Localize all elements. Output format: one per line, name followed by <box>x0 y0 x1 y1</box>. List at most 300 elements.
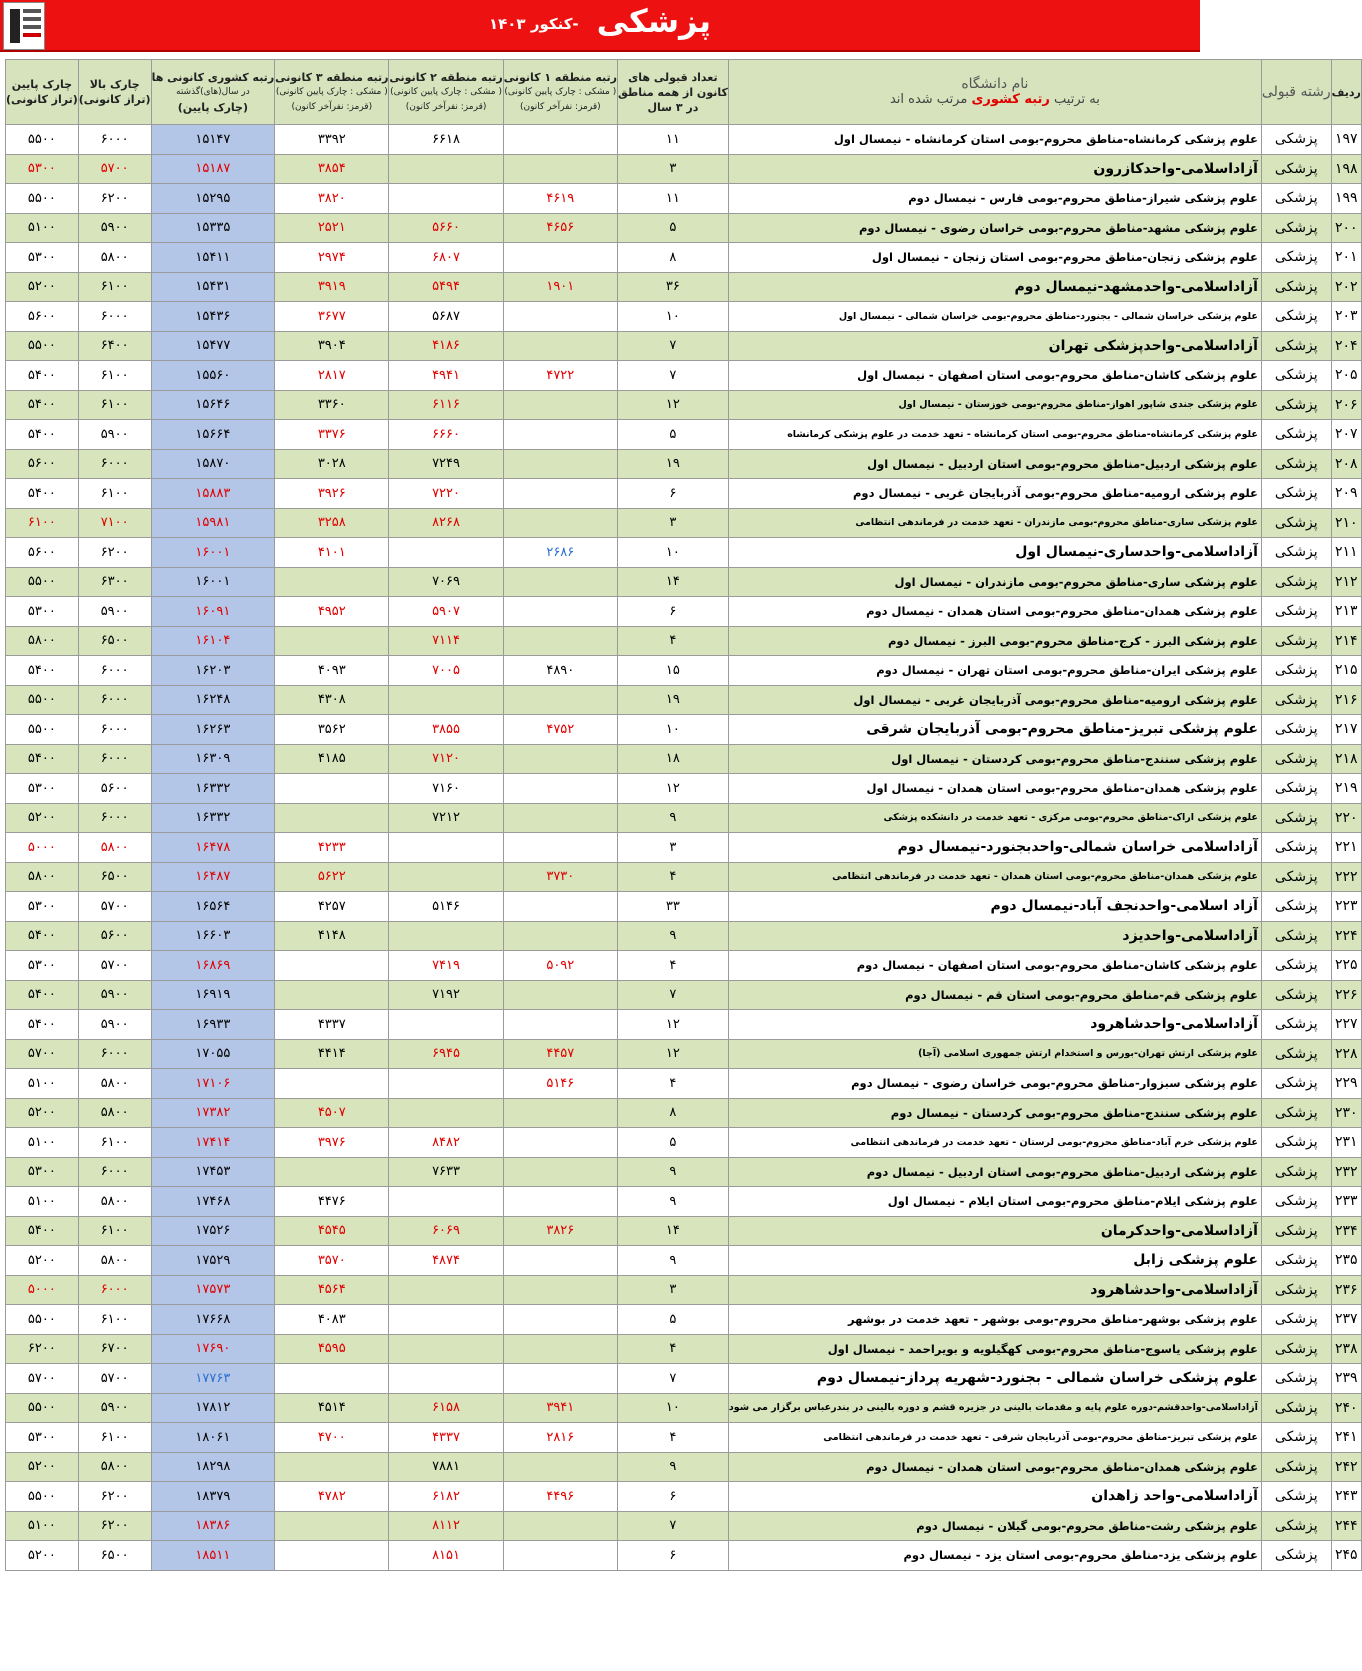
region3-rank-cell: ۴۳۰۸ <box>275 685 389 715</box>
region3-rank-cell: ۴۱۸۵ <box>275 744 389 774</box>
region1-rank-cell <box>503 125 617 155</box>
region2-rank-cell <box>389 1334 503 1364</box>
major-cell: پزشکی <box>1261 715 1331 745</box>
acceptance-count-cell: ۵ <box>617 420 728 450</box>
table-row <box>6 980 1362 1010</box>
lower-quartile-cell: ۵۴۰۰ <box>6 921 79 951</box>
acceptance-count-cell: ۶ <box>617 1541 728 1571</box>
acceptance-count-cell: ۴ <box>617 1423 728 1453</box>
upper-quartile-cell: ۶۱۰۰ <box>78 1423 151 1453</box>
acceptance-count-cell: ۳۳ <box>617 892 728 922</box>
region1-rank-cell <box>503 1157 617 1187</box>
major-cell: پزشکی <box>1261 862 1331 892</box>
region3-rank-cell: ۴۲۵۷ <box>275 892 389 922</box>
major-cell: پزشکی <box>1261 892 1331 922</box>
national-rank-cell: ۱۵۹۸۱ <box>151 508 275 538</box>
row-number: ۲۱۴ <box>1331 626 1361 656</box>
major-cell: پزشکی <box>1261 331 1331 361</box>
row-number: ۲۳۶ <box>1331 1275 1361 1305</box>
region1-rank-cell <box>503 1452 617 1482</box>
upper-quartile-cell: ۶۰۰۰ <box>78 656 151 686</box>
table-row <box>6 1334 1362 1364</box>
major-cell: پزشکی <box>1261 1010 1331 1040</box>
region1-rank-cell: ۱۹۰۱ <box>503 272 617 302</box>
lower-quartile-cell: ۵۴۰۰ <box>6 656 79 686</box>
national-rank-cell: ۱۶۰۹۱ <box>151 597 275 627</box>
university-cell: علوم پزشکی زابل <box>728 1246 1261 1276</box>
national-rank-cell: ۱۶۳۳۲ <box>151 803 275 833</box>
region2-rank-cell: ۷۶۳۳ <box>389 1157 503 1187</box>
national-rank-cell: ۱۶۴۸۷ <box>151 862 275 892</box>
upper-quartile-cell: ۶۵۰۰ <box>78 626 151 656</box>
upper-quartile-cell: ۵۶۰۰ <box>78 774 151 804</box>
upper-quartile-cell: ۵۹۰۰ <box>78 597 151 627</box>
upper-quartile-cell: ۶۱۰۰ <box>78 1216 151 1246</box>
major-cell: پزشکی <box>1261 833 1331 863</box>
upper-quartile-cell: ۶۲۰۰ <box>78 1482 151 1512</box>
region2-rank-cell: ۸۱۱۲ <box>389 1511 503 1541</box>
national-rank-cell: ۱۶۳۳۲ <box>151 774 275 804</box>
major-cell: پزشکی <box>1261 567 1331 597</box>
region2-rank-cell: ۶۱۵۸ <box>389 1393 503 1423</box>
lower-quartile-cell: ۵۰۰۰ <box>6 1275 79 1305</box>
table-row <box>6 1364 1362 1394</box>
university-cell: علوم پزشکی ایلام-مناطق محروم-بومی استان ایلام - نیمسال اول <box>728 1187 1261 1217</box>
major-cell: پزشکی <box>1261 1511 1331 1541</box>
lower-quartile-cell: ۵۱۰۰ <box>6 1187 79 1217</box>
table-row <box>6 243 1362 273</box>
region2-rank-cell: ۳۸۵۵ <box>389 715 503 745</box>
region2-rank-cell <box>389 1275 503 1305</box>
row-number: ۲۳۷ <box>1331 1305 1361 1335</box>
acceptance-count-cell: ۱۲ <box>617 1039 728 1069</box>
university-cell: علوم پزشکی اردبیل-مناطق محروم-بومی استان اردبیل - نیمسال دوم <box>728 1157 1261 1187</box>
region2-rank-cell: ۷۲۲۰ <box>389 479 503 509</box>
lower-quartile-cell: ۵۷۰۰ <box>6 1039 79 1069</box>
region2-rank-cell <box>389 1187 503 1217</box>
major-cell: پزشکی <box>1261 1305 1331 1335</box>
region1-rank-cell: ۴۶۱۹ <box>503 184 617 214</box>
acceptance-count-cell: ۴ <box>617 626 728 656</box>
table-row <box>6 626 1362 656</box>
national-rank-cell: ۱۵۶۶۴ <box>151 420 275 450</box>
page-subtitle: -کنکور ۱۴۰۳ <box>488 15 579 33</box>
major-cell: پزشکی <box>1261 1157 1331 1187</box>
university-cell: علوم پزشکی همدان-مناطق محروم-بومی استان همدان - نیمسال دوم <box>728 597 1261 627</box>
region3-rank-cell: ۳۹۲۶ <box>275 479 389 509</box>
national-rank-cell: ۱۸۲۹۸ <box>151 1452 275 1482</box>
region1-rank-cell <box>503 1305 617 1335</box>
table-row <box>6 361 1362 391</box>
table-row <box>6 803 1362 833</box>
region3-rank-cell <box>275 1511 389 1541</box>
national-rank-cell: ۱۶۳۰۹ <box>151 744 275 774</box>
row-number: ۲۰۴ <box>1331 331 1361 361</box>
upper-quartile-cell: ۶۰۰۰ <box>78 302 151 332</box>
acceptance-count-cell: ۱۱ <box>617 184 728 214</box>
major-cell: پزشکی <box>1261 1393 1331 1423</box>
upper-quartile-cell: ۵۷۰۰ <box>78 951 151 981</box>
row-number: ۲۴۵ <box>1331 1541 1361 1571</box>
row-number: ۲۰۷ <box>1331 420 1361 450</box>
national-rank-cell: ۱۶۸۶۹ <box>151 951 275 981</box>
major-cell: پزشکی <box>1261 656 1331 686</box>
lower-quartile-cell: ۵۱۰۰ <box>6 1511 79 1541</box>
region1-rank-cell: ۲۸۱۶ <box>503 1423 617 1453</box>
table-row <box>6 1216 1362 1246</box>
lower-quartile-cell: ۵۳۰۰ <box>6 774 79 804</box>
major-cell: پزشکی <box>1261 125 1331 155</box>
upper-quartile-cell: ۵۸۰۰ <box>78 243 151 273</box>
major-cell: پزشکی <box>1261 508 1331 538</box>
region3-rank-cell <box>275 1541 389 1571</box>
upper-quartile-cell: ۵۹۰۰ <box>78 1010 151 1040</box>
major-cell: پزشکی <box>1261 390 1331 420</box>
university-cell: علوم پزشکی تبریز-مناطق محروم-بومی آذربایجان شرقی - تعهد خدمت در فرماندهی انتظامی <box>728 1423 1261 1453</box>
acceptance-count-cell: ۵ <box>617 1128 728 1158</box>
major-cell: پزشکی <box>1261 597 1331 627</box>
university-cell: علوم پزشکی قم-مناطق محروم-بومی استان قم - نیمسال دوم <box>728 980 1261 1010</box>
university-cell: علوم پزشکی اردبیل-مناطق محروم-بومی استان اردبیل - نیمسال اول <box>728 449 1261 479</box>
region3-rank-cell: ۲۹۷۴ <box>275 243 389 273</box>
table-row <box>6 921 1362 951</box>
lower-quartile-cell: ۵۸۰۰ <box>6 862 79 892</box>
university-cell: آزاداسلامی-واحد زاهدان <box>728 1482 1261 1512</box>
region3-rank-cell: ۴۵۶۴ <box>275 1275 389 1305</box>
major-cell: پزشکی <box>1261 213 1331 243</box>
region1-rank-cell: ۲۶۸۶ <box>503 538 617 568</box>
national-rank-cell: ۱۶۱۰۴ <box>151 626 275 656</box>
region3-rank-cell <box>275 803 389 833</box>
university-cell: آزاداسلامی-واحدشاهرود <box>728 1010 1261 1040</box>
university-cell: علوم پزشکی همدان-مناطق محروم-بومی استان همدان - نیمسال دوم <box>728 1452 1261 1482</box>
university-cell: علوم پزشکی مشهد-مناطق محروم-بومی خراسان رضوی - نیمسال دوم <box>728 213 1261 243</box>
row-number: ۲۴۰ <box>1331 1393 1361 1423</box>
acceptance-count-cell: ۹ <box>617 1157 728 1187</box>
row-number: ۲۳۰ <box>1331 1098 1361 1128</box>
major-cell: پزشکی <box>1261 1246 1331 1276</box>
col-header-region3: رتبه منطقه ۳ کانونی ( مشکی : چارک پایین کانونی) (قرمز: نفرآخر کانون) <box>275 60 389 125</box>
row-number: ۲۳۳ <box>1331 1187 1361 1217</box>
acceptance-count-cell: ۷ <box>617 331 728 361</box>
lower-quartile-cell: ۵۴۰۰ <box>6 361 79 391</box>
university-cell: آزاد اسلامی-واحدنجف آباد-نیمسال دوم <box>728 892 1261 922</box>
national-rank-cell: ۱۷۳۸۲ <box>151 1098 275 1128</box>
region2-rank-cell <box>389 1364 503 1394</box>
national-rank-cell: ۱۶۹۱۹ <box>151 980 275 1010</box>
lower-quartile-cell: ۵۵۰۰ <box>6 567 79 597</box>
region2-rank-cell: ۵۴۹۴ <box>389 272 503 302</box>
region2-rank-cell: ۶۱۱۶ <box>389 390 503 420</box>
upper-quartile-cell: ۵۸۰۰ <box>78 1187 151 1217</box>
col-header-count: تعداد قبولی های کانون از همه مناطق در ۳ سال <box>617 60 728 125</box>
region3-rank-cell <box>275 1364 389 1394</box>
row-number: ۲۱۹ <box>1331 774 1361 804</box>
upper-quartile-cell: ۶۲۰۰ <box>78 184 151 214</box>
acceptance-count-cell: ۶ <box>617 597 728 627</box>
col-header-university: نام دانشگاه به ترتیب رتبه کشوری مرتب شده اند <box>728 60 1261 125</box>
national-rank-cell: ۱۷۴۶۸ <box>151 1187 275 1217</box>
major-cell: پزشکی <box>1261 1187 1331 1217</box>
region3-rank-cell: ۴۰۸۳ <box>275 1305 389 1335</box>
col-header-upper-quartile: چارک بالا (تراز کانونی) <box>78 60 151 125</box>
region3-rank-cell: ۳۸۵۴ <box>275 154 389 184</box>
region1-rank-cell <box>503 744 617 774</box>
acceptance-count-cell: ۴ <box>617 1069 728 1099</box>
region3-rank-cell: ۴۵۴۵ <box>275 1216 389 1246</box>
row-number: ۲۱۲ <box>1331 567 1361 597</box>
region2-rank-cell: ۷۰۶۹ <box>389 567 503 597</box>
national-rank-cell: ۱۷۷۶۳ <box>151 1364 275 1394</box>
row-number: ۲۲۲ <box>1331 862 1361 892</box>
major-cell: پزشکی <box>1261 1364 1331 1394</box>
major-cell: پزشکی <box>1261 449 1331 479</box>
university-cell: آزاداسلامی-واحدساری-نیمسال اول <box>728 538 1261 568</box>
region1-rank-cell <box>503 803 617 833</box>
acceptance-count-cell: ۳ <box>617 508 728 538</box>
major-cell: پزشکی <box>1261 272 1331 302</box>
region2-rank-cell <box>389 538 503 568</box>
upper-quartile-cell: ۵۷۰۰ <box>78 892 151 922</box>
row-number: ۲۳۲ <box>1331 1157 1361 1187</box>
region3-rank-cell: ۳۸۲۰ <box>275 184 389 214</box>
region1-rank-cell: ۳۷۳۰ <box>503 862 617 892</box>
upper-quartile-cell: ۵۸۰۰ <box>78 1069 151 1099</box>
lower-quartile-cell: ۵۳۰۰ <box>6 951 79 981</box>
region2-rank-cell: ۸۴۸۲ <box>389 1128 503 1158</box>
lower-quartile-cell: ۵۲۰۰ <box>6 1098 79 1128</box>
acceptance-count-cell: ۶ <box>617 479 728 509</box>
region3-rank-cell: ۴۷۰۰ <box>275 1423 389 1453</box>
region1-rank-cell <box>503 774 617 804</box>
upper-quartile-cell: ۵۹۰۰ <box>78 980 151 1010</box>
region2-rank-cell: ۴۱۸۶ <box>389 331 503 361</box>
lower-quartile-cell: ۵۰۰۰ <box>6 833 79 863</box>
region2-rank-cell: ۷۱۶۰ <box>389 774 503 804</box>
region1-rank-cell: ۴۶۵۶ <box>503 213 617 243</box>
national-rank-cell: ۱۶۲۰۳ <box>151 656 275 686</box>
lower-quartile-cell: ۵۵۰۰ <box>6 1305 79 1335</box>
national-rank-cell: ۱۶۲۴۸ <box>151 685 275 715</box>
acceptance-count-cell: ۹ <box>617 1452 728 1482</box>
page-title: پزشکی <box>596 2 712 40</box>
major-cell: پزشکی <box>1261 154 1331 184</box>
region2-rank-cell: ۷۸۸۱ <box>389 1452 503 1482</box>
region3-rank-cell: ۴۰۹۳ <box>275 656 389 686</box>
region2-rank-cell: ۵۹۰۷ <box>389 597 503 627</box>
row-number: ۲۴۲ <box>1331 1452 1361 1482</box>
region2-rank-cell <box>389 1098 503 1128</box>
row-number: ۲۱۸ <box>1331 744 1361 774</box>
national-rank-cell: ۱۸۳۸۶ <box>151 1511 275 1541</box>
region2-rank-cell: ۸۱۵۱ <box>389 1541 503 1571</box>
upper-quartile-cell: ۶۵۰۰ <box>78 1541 151 1571</box>
table-row <box>6 862 1362 892</box>
upper-quartile-cell: ۶۲۰۰ <box>78 538 151 568</box>
acceptance-count-cell: ۱۲ <box>617 774 728 804</box>
table-row <box>6 597 1362 627</box>
major-cell: پزشکی <box>1261 774 1331 804</box>
region2-rank-cell: ۷۱۱۴ <box>389 626 503 656</box>
university-cell: علوم پزشکی کاشان-مناطق محروم-بومی استان اصفهان - نیمسال دوم <box>728 951 1261 981</box>
table-row <box>6 1393 1362 1423</box>
upper-quartile-cell: ۶۷۰۰ <box>78 1334 151 1364</box>
national-rank-cell: ۱۶۰۰۱ <box>151 567 275 597</box>
region3-rank-cell: ۴۹۵۲ <box>275 597 389 627</box>
acceptance-count-cell: ۱۵ <box>617 656 728 686</box>
row-number: ۲۴۴ <box>1331 1511 1361 1541</box>
national-rank-cell: ۱۶۴۷۸ <box>151 833 275 863</box>
acceptance-count-cell: ۱۸ <box>617 744 728 774</box>
upper-quartile-cell: ۵۹۰۰ <box>78 213 151 243</box>
acceptance-count-cell: ۱۰ <box>617 1393 728 1423</box>
national-rank-cell: ۱۵۱۸۷ <box>151 154 275 184</box>
lower-quartile-cell: ۵۶۰۰ <box>6 538 79 568</box>
university-cell: علوم پزشکی کرمانشاه-مناطق محروم-بومی استان کرمانشاه - نیمسال اول <box>728 125 1261 155</box>
table-row <box>6 184 1362 214</box>
acceptance-count-cell: ۶ <box>617 1482 728 1512</box>
university-cell: علوم پزشکی جندی شاپور اهواز-مناطق محروم-بومی خوزستان - نیمسال اول <box>728 390 1261 420</box>
row-number: ۲۰۱ <box>1331 243 1361 273</box>
major-cell: پزشکی <box>1261 1216 1331 1246</box>
table-row <box>6 567 1362 597</box>
national-rank-cell: ۱۵۴۳۱ <box>151 272 275 302</box>
region1-rank-cell <box>503 1098 617 1128</box>
major-cell: پزشکی <box>1261 921 1331 951</box>
national-rank-cell: ۱۸۳۷۹ <box>151 1482 275 1512</box>
acceptance-count-cell: ۷ <box>617 361 728 391</box>
row-number: ۲۰۳ <box>1331 302 1361 332</box>
lower-quartile-cell: ۵۳۰۰ <box>6 243 79 273</box>
acceptance-count-cell: ۱۲ <box>617 390 728 420</box>
university-cell: آزاداسلامی-واحدشاهرود <box>728 1275 1261 1305</box>
lower-quartile-cell: ۵۵۰۰ <box>6 715 79 745</box>
region3-rank-cell: ۴۵۱۴ <box>275 1393 389 1423</box>
region1-rank-cell <box>503 980 617 1010</box>
acceptance-count-cell: ۱۱ <box>617 125 728 155</box>
col-header-national-rank: رتبه کشوری کانونی ها در سال(های)گذشته (چارک پایین) <box>151 60 275 125</box>
region1-rank-cell <box>503 626 617 656</box>
row-number: ۲۱۶ <box>1331 685 1361 715</box>
national-rank-cell: ۱۷۴۵۳ <box>151 1157 275 1187</box>
row-number: ۲۳۵ <box>1331 1246 1361 1276</box>
university-cell: علوم پزشکی سنندج-مناطق محروم-بومی کردستان - نیمسال دوم <box>728 1098 1261 1128</box>
national-rank-cell: ۱۵۴۷۷ <box>151 331 275 361</box>
region2-rank-cell <box>389 1305 503 1335</box>
upper-quartile-cell: ۶۲۰۰ <box>78 1511 151 1541</box>
row-number: ۲۳۹ <box>1331 1364 1361 1394</box>
upper-quartile-cell: ۶۰۰۰ <box>78 744 151 774</box>
acceptance-count-cell: ۵ <box>617 1305 728 1335</box>
region2-rank-cell: ۷۴۱۹ <box>389 951 503 981</box>
row-number: ۲۱۵ <box>1331 656 1361 686</box>
major-cell: پزشکی <box>1261 1098 1331 1128</box>
col-header-lower-quartile: چارک پایین (تراز کانونی) <box>6 60 79 125</box>
acceptance-count-cell: ۸ <box>617 243 728 273</box>
row-number: ۱۹۸ <box>1331 154 1361 184</box>
university-cell: آزاداسلامی-واحدپزشکی تهران <box>728 331 1261 361</box>
lower-quartile-cell: ۵۱۰۰ <box>6 1128 79 1158</box>
region3-rank-cell <box>275 951 389 981</box>
major-cell: پزشکی <box>1261 420 1331 450</box>
region3-rank-cell <box>275 1069 389 1099</box>
national-rank-cell: ۱۷۸۱۲ <box>151 1393 275 1423</box>
major-cell: پزشکی <box>1261 302 1331 332</box>
table-row <box>6 1541 1362 1571</box>
region1-rank-cell <box>503 331 617 361</box>
region3-rank-cell: ۳۹۱۹ <box>275 272 389 302</box>
major-cell: پزشکی <box>1261 1423 1331 1453</box>
table-row <box>6 951 1362 981</box>
upper-quartile-cell: ۵۸۰۰ <box>78 833 151 863</box>
national-rank-cell: ۱۷۵۲۶ <box>151 1216 275 1246</box>
region3-rank-cell <box>275 626 389 656</box>
university-cell: علوم پزشکی ساری-مناطق محروم-بومی مازندران - تعهد خدمت در فرماندهی انتظامی <box>728 508 1261 538</box>
region3-rank-cell: ۴۱۰۱ <box>275 538 389 568</box>
lower-quartile-cell: ۵۱۰۰ <box>6 1069 79 1099</box>
university-cell: آزاداسلامی-واحدمشهد-نیمسال دوم <box>728 272 1261 302</box>
table-row <box>6 1128 1362 1158</box>
university-cell: علوم پزشکی تبریز-مناطق محروم-بومی آذربایجان شرقی <box>728 715 1261 745</box>
region1-rank-cell <box>503 685 617 715</box>
region3-rank-cell: ۳۰۲۸ <box>275 449 389 479</box>
major-cell: پزشکی <box>1261 243 1331 273</box>
university-cell: علوم پزشکی سبزوار-مناطق محروم-بومی خراسان رضوی - نیمسال دوم <box>728 1069 1261 1099</box>
region1-rank-cell <box>503 508 617 538</box>
region1-rank-cell <box>503 390 617 420</box>
major-cell: پزشکی <box>1261 184 1331 214</box>
table-row <box>6 744 1362 774</box>
row-number: ۲۰۲ <box>1331 272 1361 302</box>
major-cell: پزشکی <box>1261 1039 1331 1069</box>
major-cell: پزشکی <box>1261 1452 1331 1482</box>
national-rank-cell: ۱۵۱۴۷ <box>151 125 275 155</box>
table-row <box>6 1452 1362 1482</box>
university-cell: علوم پزشکی خراسان شمالی - بجنورد-شهریه پرداز-نیمسال دوم <box>728 1364 1261 1394</box>
region2-rank-cell <box>389 1010 503 1040</box>
region1-rank-cell: ۵۰۹۲ <box>503 951 617 981</box>
lower-quartile-cell: ۵۵۰۰ <box>6 1393 79 1423</box>
lower-quartile-cell: ۵۳۰۰ <box>6 154 79 184</box>
upper-quartile-cell: ۶۵۰۰ <box>78 862 151 892</box>
major-cell: پزشکی <box>1261 951 1331 981</box>
upper-quartile-cell: ۶۰۰۰ <box>78 1157 151 1187</box>
lower-quartile-cell: ۵۴۰۰ <box>6 479 79 509</box>
university-cell: آزاداسلامی-واحدیزد <box>728 921 1261 951</box>
lower-quartile-cell: ۵۷۰۰ <box>6 1364 79 1394</box>
region2-rank-cell <box>389 833 503 863</box>
region3-rank-cell <box>275 567 389 597</box>
row-number: ۲۴۱ <box>1331 1423 1361 1453</box>
region1-rank-cell <box>503 1334 617 1364</box>
region3-rank-cell: ۴۲۳۳ <box>275 833 389 863</box>
university-cell: علوم پزشکی ارتش تهران-بورس و استخدام ارتش جمهوری اسلامی (آجا) <box>728 1039 1261 1069</box>
row-number: ۲۳۴ <box>1331 1216 1361 1246</box>
region2-rank-cell: ۶۶۶۰ <box>389 420 503 450</box>
lower-quartile-cell: ۵۸۰۰ <box>6 626 79 656</box>
acceptance-count-cell: ۳ <box>617 154 728 184</box>
table-row <box>6 154 1362 184</box>
region1-rank-cell <box>503 449 617 479</box>
region1-rank-cell <box>503 154 617 184</box>
region2-rank-cell: ۶۸۰۷ <box>389 243 503 273</box>
region3-rank-cell: ۴۷۸۲ <box>275 1482 389 1512</box>
region1-rank-cell <box>503 243 617 273</box>
region1-rank-cell <box>503 1364 617 1394</box>
university-cell: علوم پزشکی رشت-مناطق محروم-بومی گیلان - نیمسال دوم <box>728 1511 1261 1541</box>
region3-rank-cell: ۴۱۴۸ <box>275 921 389 951</box>
table-row <box>6 1482 1362 1512</box>
